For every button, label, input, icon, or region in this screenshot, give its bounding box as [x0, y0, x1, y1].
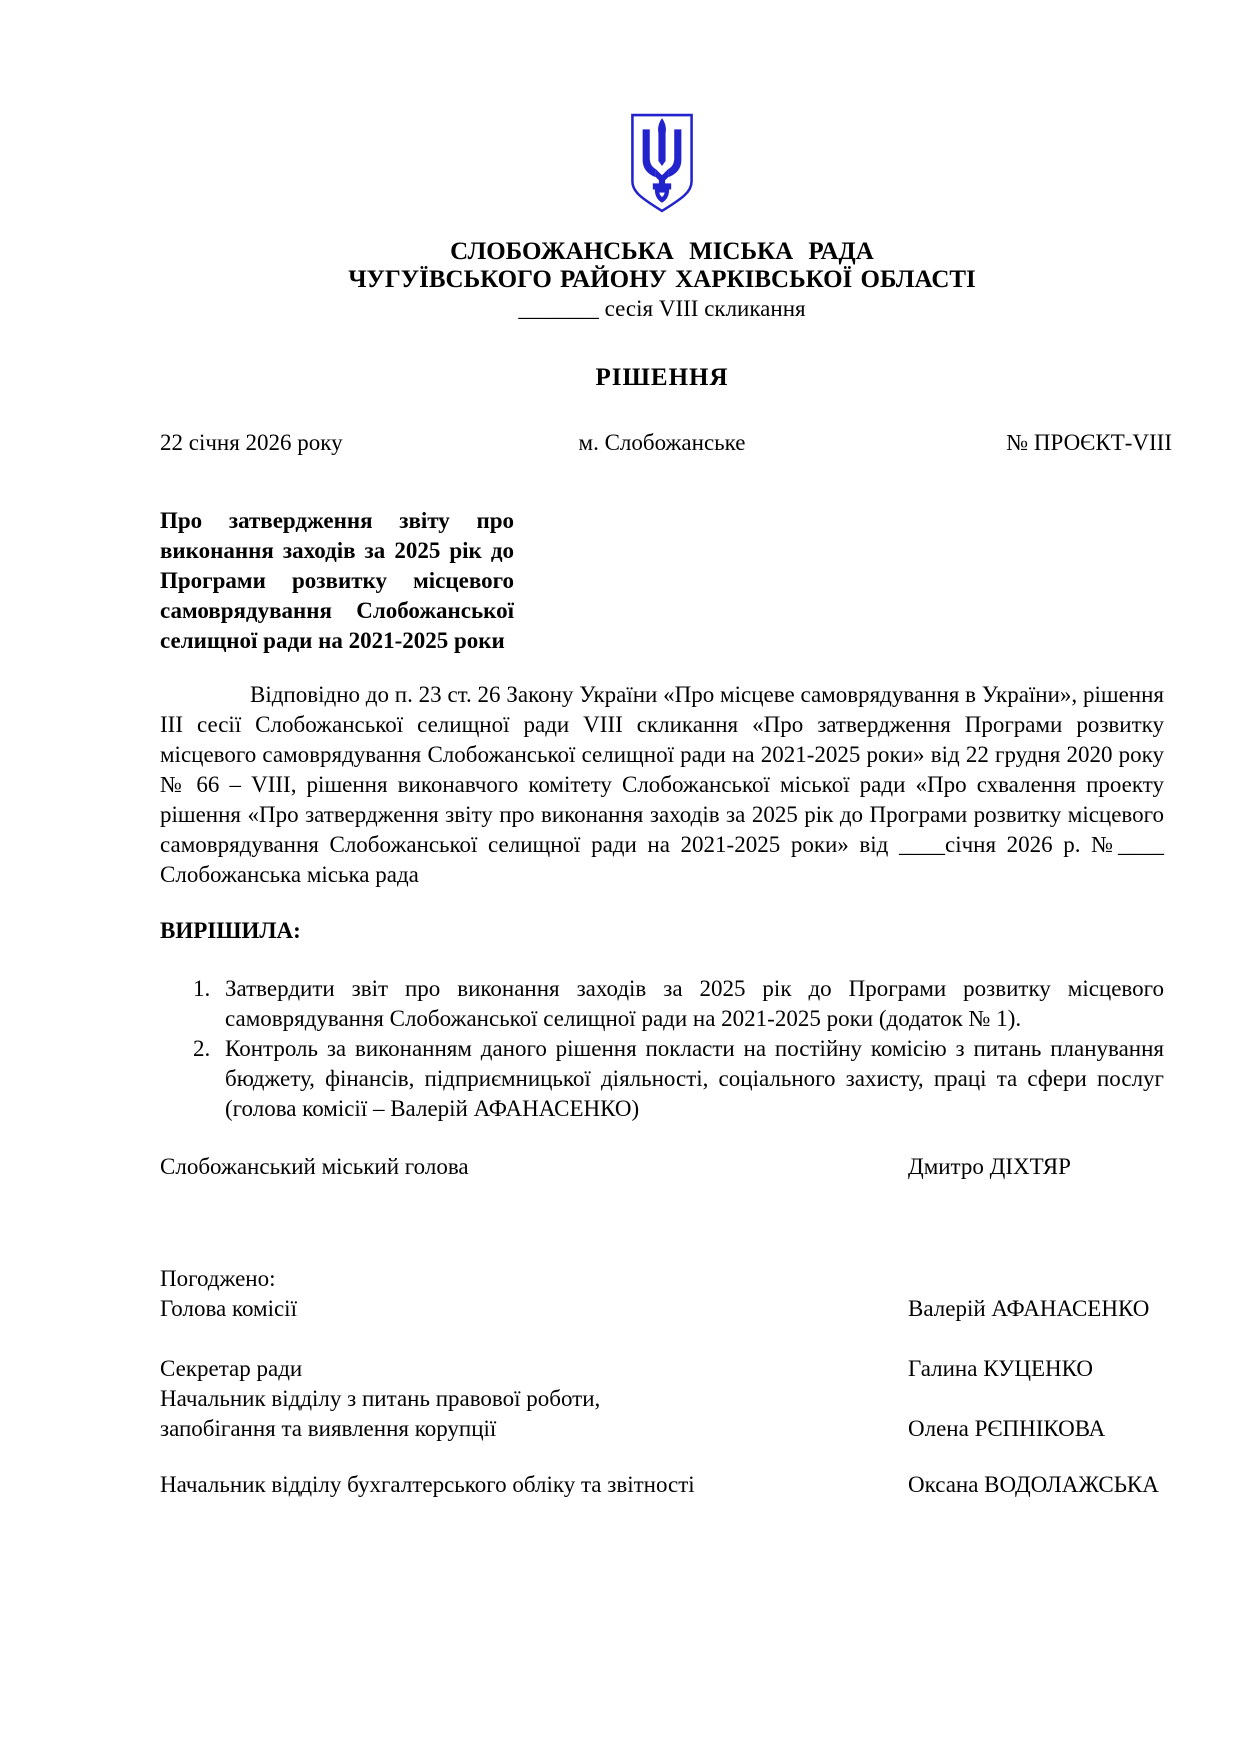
district-name-heading: ЧУГУЇВСЬКОГО РАЙОНУ ХАРКІВСЬКОЇ ОБЛАСТІ: [348, 266, 976, 293]
session-line: [160, 294, 1164, 324]
list-item-text: Контроль за виконанням даного рішення покласти на постійну комісію з питань планування бюджету, фінансів, підприємницької діяльності, соціального захисту, праці та сфери послуг (голова комісії – Валерій АФАНАСЕНКО): [225, 1036, 1164, 1121]
approval-row: [160, 1470, 1164, 1500]
spacer: [160, 1324, 1164, 1354]
session-label: сесія VIII скликання: [598, 296, 806, 321]
decision-items-list: [160, 974, 1164, 1124]
approval-name: Оксана ВОДОЛАЖСЬКА: [908, 1472, 1159, 1497]
preamble-paragraph: Відповідно до п. 23 ст. 26 Закону України «Про місцеве самоврядування в України», рішення ІІІ сесії Слобожанської селищної ради VIII скликання «Про затвердження Програми розвитку місцевого самоврядування Слобожанської селищної ради на 2021-2025 роки» від 22 грудня 2020 року № 66 – VIII, рішення виконавчого комітету Слобожанської міської ради «Про схвалення проекту рішення «Про затвердження звіту про виконання заходів за 2025 рік до Програми розвитку місцевого самоврядування Слобожанської селищної ради на 2021-2025 роки» від ____січня 2026 р. №____ Слобожанська міська рада: [160, 682, 1164, 887]
document-number: № ПРОЄКТ-VIII: [1006, 430, 1172, 455]
council-name-heading: СЛОБОЖАНСЬКА МІСЬКА РАДА: [450, 238, 874, 265]
list-item: [160, 974, 1164, 1034]
signature-name: Дмитро ДІХТЯР: [908, 1154, 1071, 1179]
document-place: м. Слобожанське: [578, 430, 746, 455]
document-date: 22 січня 2026 року: [160, 430, 343, 455]
approval-title-line1: Начальник відділу з питань правової роботи,: [160, 1386, 601, 1411]
approval-name: Олена РЄПНІКОВА: [908, 1416, 1106, 1441]
approval-row: [160, 1414, 1164, 1444]
list-item-text: Затвердити звіт про виконання заходів за 2025 рік до Програми розвитку місцевого самоврядування Слобожанської селищної ради на 2021-2025 роки (додаток № 1).: [225, 976, 1164, 1031]
trident-icon: [628, 112, 696, 214]
approval-name: Галина КУЦЕНКО: [908, 1356, 1093, 1381]
approval-title: Начальник відділу бухгалтерського обліку та звітності: [160, 1472, 695, 1497]
approval-row: [160, 1354, 1164, 1384]
signature-line: [160, 1152, 1164, 1182]
approval-title-line2: запобігання та виявлення корупції: [160, 1416, 497, 1441]
approval-title: Секретар ради: [160, 1356, 303, 1381]
meta-line: [160, 428, 1172, 458]
document-type-title: РІШЕННЯ: [595, 364, 729, 391]
signature-title: Слобожанський міський голова: [160, 1154, 469, 1179]
approval-title: Голова комісії: [160, 1296, 297, 1321]
approvals-label: Погоджено:: [160, 1266, 276, 1291]
resolved-label: ВИРІШИЛА:: [160, 918, 301, 943]
session-number-blank: _______: [518, 296, 599, 321]
list-item-number: 2.: [193, 1036, 211, 1061]
list-item: [160, 1034, 1164, 1124]
approval-name: Валерій АФАНАСЕНКО: [908, 1296, 1150, 1321]
subject-paragraph: Про затвердження звіту про виконання заходів за 2025 рік до Програми розвитку місцевого самоврядування Слобожанської селищної ради на 2021-2025 роки: [160, 508, 514, 653]
ukraine-trident-emblem: [628, 112, 696, 214]
list-item-number: 1.: [193, 976, 211, 1001]
approval-row: [160, 1294, 1164, 1324]
